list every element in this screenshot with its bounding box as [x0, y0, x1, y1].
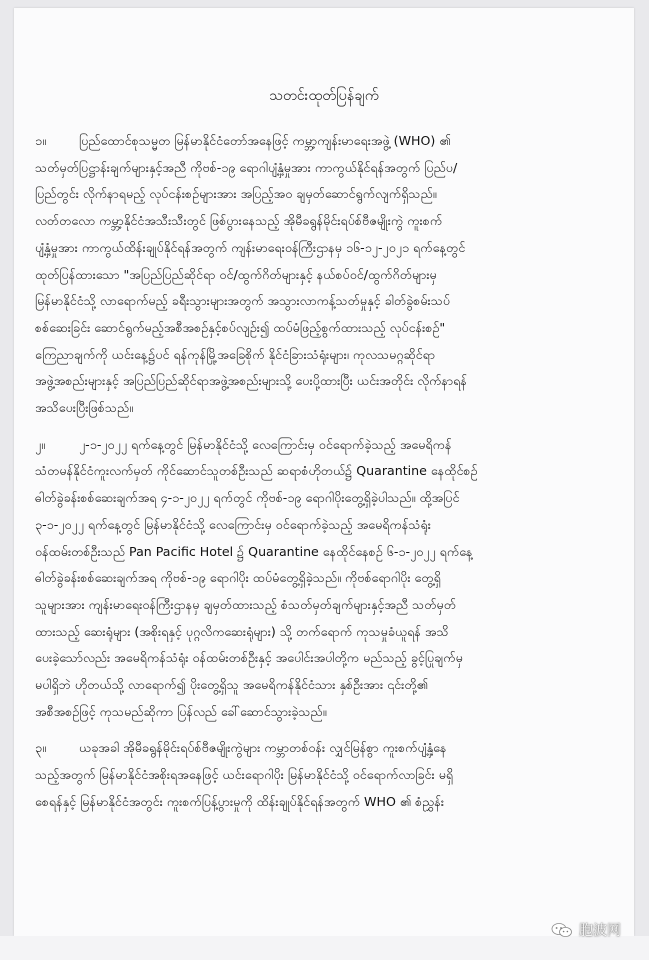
paragraph-line: စစ်ဆေးခြင်း ဆောင်ရွက်မည့်အစီအစဉ်နှင့်စပ်လျဉ်း၍ ထပ်မံဖြည့်စွက်ထားသည့် လုပ်ငန်းစဉ်"	[35, 319, 446, 335]
paragraph-line: ၃-၁-၂၀၂၂ ရက်နေ့တွင် မြန်မာနိုင်ငံသို့ လေကြောင်းမှ ဝင်ရောက်ခဲ့သည့် အမေရိကန်သံရုံး	[35, 516, 431, 532]
paragraph-2	[35, 432, 617, 726]
paragraph-text: ပြည်ထောင်စုသမ္မတ မြန်မာနိုင်ငံတော်အနေဖြင့် ကမ္ဘာ့ကျန်းမာရေးအဖွဲ့ (WHO) ၏	[79, 133, 451, 148]
paragraph-line: ပြည်တွင်း လိုက်နာရမည့် လုပ်ငန်းစဉ်များအား အပြည့်အဝ ချမှတ်ဆောင်ရွက်လျက်ရှိသည်။	[35, 186, 437, 202]
paragraph-line: အစီအစဉ်ဖြင့် ကုသမည်ဆိုကာ ပြန်လည် ခေါ်ဆောင်သွားခဲ့သည်။	[35, 703, 327, 719]
document-page	[14, 8, 634, 936]
paragraph-line: အဖွဲ့အစည်းများနှင့် အပြည်ပြည်ဆိုင်ရာအဖွဲ့အစည်းများသို့ ပေးပို့ထားပြီး ယင်းအတိုင်း လိုက်နာရန်	[35, 373, 467, 389]
paragraph-line: သံတမန်နိုင်ငံကူးလက်မှတ် ကိုင်ဆောင်သူတစ်ဦးသည် ဆရာစံဟိုတယ်၌ Quarantine နေထိုင်စဉ်	[35, 463, 478, 479]
paragraph-line: သတ်မှတ်ပြဋ္ဌာန်းချက်များနှင့်အညီ ကိုဗစ်-၁၉ ရောဂါပျံ့နှံ့မှုအား ကာကွယ်နိုင်ရန်အတွက် ပြည်ပ/	[35, 159, 458, 175]
paragraph-line: ဓါတ်ခွဲခန်းစစ်ဆေးချက်အရ ၄-၁-၂၀၂၂ ရက်တွင် ကိုဗစ်-၁၉ ရောဂါပိုးတွေ့ရှိခဲ့ပါသည်။ ထို့အပြင်	[35, 490, 460, 506]
paragraph-line	[35, 432, 617, 459]
paragraph-line: သူများအား ကျန်းမာရေးဝန်ကြီးဌာနမှ ချမှတ်ထားသည့် စံသတ်မှတ်ချက်များနှင့်အညီ သတ်မှတ်	[35, 596, 456, 612]
paragraph-number: ၁။	[35, 133, 46, 148]
paragraph-line: သည့်အတွက် မြန်မာနိုင်ငံအစိုးရအနေဖြင့် ယင်းရောဂါပိုး မြန်မာနိုင်ငံသို့ ဝင်ရောက်လာခြင်း မရှိ	[35, 767, 454, 783]
paragraph-line: ကြေညာချက်ကို ယင်းနေ့၌ပင် ရန်ကုန်မြို့အခြေစိုက် နိုင်ငံခြားသံရုံးများ၊ ကုလသမဂ္ဂဆိုင်ရာ	[35, 346, 436, 362]
paragraph-text: ၂-၁-၂၀၂၂ ရက်နေ့တွင် မြန်မာနိုင်ငံသို့ လေကြောင်းမှ ဝင်ရောက်ခဲ့သည့် အမေရိကန်	[79, 436, 452, 452]
paragraph-line: မြန်မာနိုင်ငံသို့ လာရောက်မည့် ခရီးသွားများအတွက် အသွားလာကန့်သတ်မှုနှင့် ခါတ်ခွဲစမ်းသပ်	[35, 293, 451, 309]
paragraph-line: အသိပေးပြီးဖြစ်သည်။	[35, 400, 134, 416]
paragraph-line: မပါရှိဘဲ ဟိုတယ်သို့ လာရောက်၍ ပိုးတွေ့ရှိသူ အမေရိကန်နိုင်ငံသား နှစ်ဦးအား ၎င်းတို့၏	[35, 677, 428, 693]
paragraph-number: ၂။	[35, 436, 45, 452]
paragraph-number: ၃။	[35, 740, 46, 756]
paragraph-line: ပေးခဲ့သော်လည်း အမေရိကန်သံရုံး ဝန်ထမ်းတစ်ဦးနှင့် အပေါင်းအပါတို့က မည်သည့် ခွင့်ပြုချက်မှ	[35, 650, 463, 666]
paragraph-line: ထုတ်ပြန်ထားသော "အပြည်ပြည်ဆိုင်ရာ ဝင်/ထွက်ဂိတ်များနှင့် နယ်စပ်ဝင်/ထွက်ဂိတ်များမှ	[35, 266, 437, 282]
paragraph-line	[35, 128, 617, 155]
paragraph-line	[35, 735, 617, 762]
document-body	[35, 128, 617, 816]
paragraph-3	[35, 735, 617, 815]
document-title: သတင်းထုတ်ပြန်ချက်	[269, 88, 379, 104]
paragraph-line: စေရန်နှင့် မြန်မာနိုင်ငံအတွင်း ကူးစက်ပြန့်ပွားမှုကို ထိန်းချုပ်နိုင်ရန်အတွက် WHO ၏ စံညွှန်း	[35, 793, 445, 809]
paragraph-line: ထားသည့် ဆေးရုံများ (အစိုးရနှင့် ပုဂ္ဂလိကဆေးရုံများ) သို့ တက်ရောက် ကုသမှုခံယူရန် အသိ	[35, 623, 449, 639]
source-watermark	[551, 920, 621, 940]
watermark-label: 胞波网	[579, 923, 621, 939]
paragraph-line: ဝန်ထမ်းတစ်ဦးသည် Pan Pacific Hotel ၌ Quarantine နေထိုင်နေစဉ် ၆-၁-၂၀၂၂ ရက်နေ့	[35, 543, 473, 559]
wechat-icon	[551, 922, 573, 938]
paragraph-line: ပျံ့နှံ့မှုအား ကာကွယ်ထိန်းချုပ်နိုင်ရန်အတွက် ကျန်းမာရေးဝန်ကြီးဌာနမှ ၁၆-၁၂-၂၀၂၁ ရက်နေ့တွင်	[35, 239, 466, 255]
paragraph-line: ဓါတ်ခွဲခန်းစစ်ဆေးချက်အရ ကိုဗစ်-၁၉ ရောဂါပိုး ထပ်မံတွေ့ရှိခဲ့သည်။ ကိုဗစ်ရောဂါပိုး တွေ့ရှိ	[35, 570, 441, 586]
paragraph-1	[35, 128, 617, 422]
paragraph-text: ယခုအခါ အိုမီခရွန်မိုင်းရပ်စ်ဗီဇမျိုးကွဲများ ကမ္ဘာတစ်ဝန်း လျှင်မြန်စွာ ကူးစက်ပျံ့နှံ့နေ	[79, 740, 447, 756]
paragraph-line: လတ်တလော ကမ္ဘာ့နိုင်ငံအသီးသီးတွင် ဖြစ်ပွားနေသည့် အိုမီခရွန်မိုင်းရပ်စ်ဗီဇမျိုးကွဲ ကူးစက်	[35, 213, 443, 229]
